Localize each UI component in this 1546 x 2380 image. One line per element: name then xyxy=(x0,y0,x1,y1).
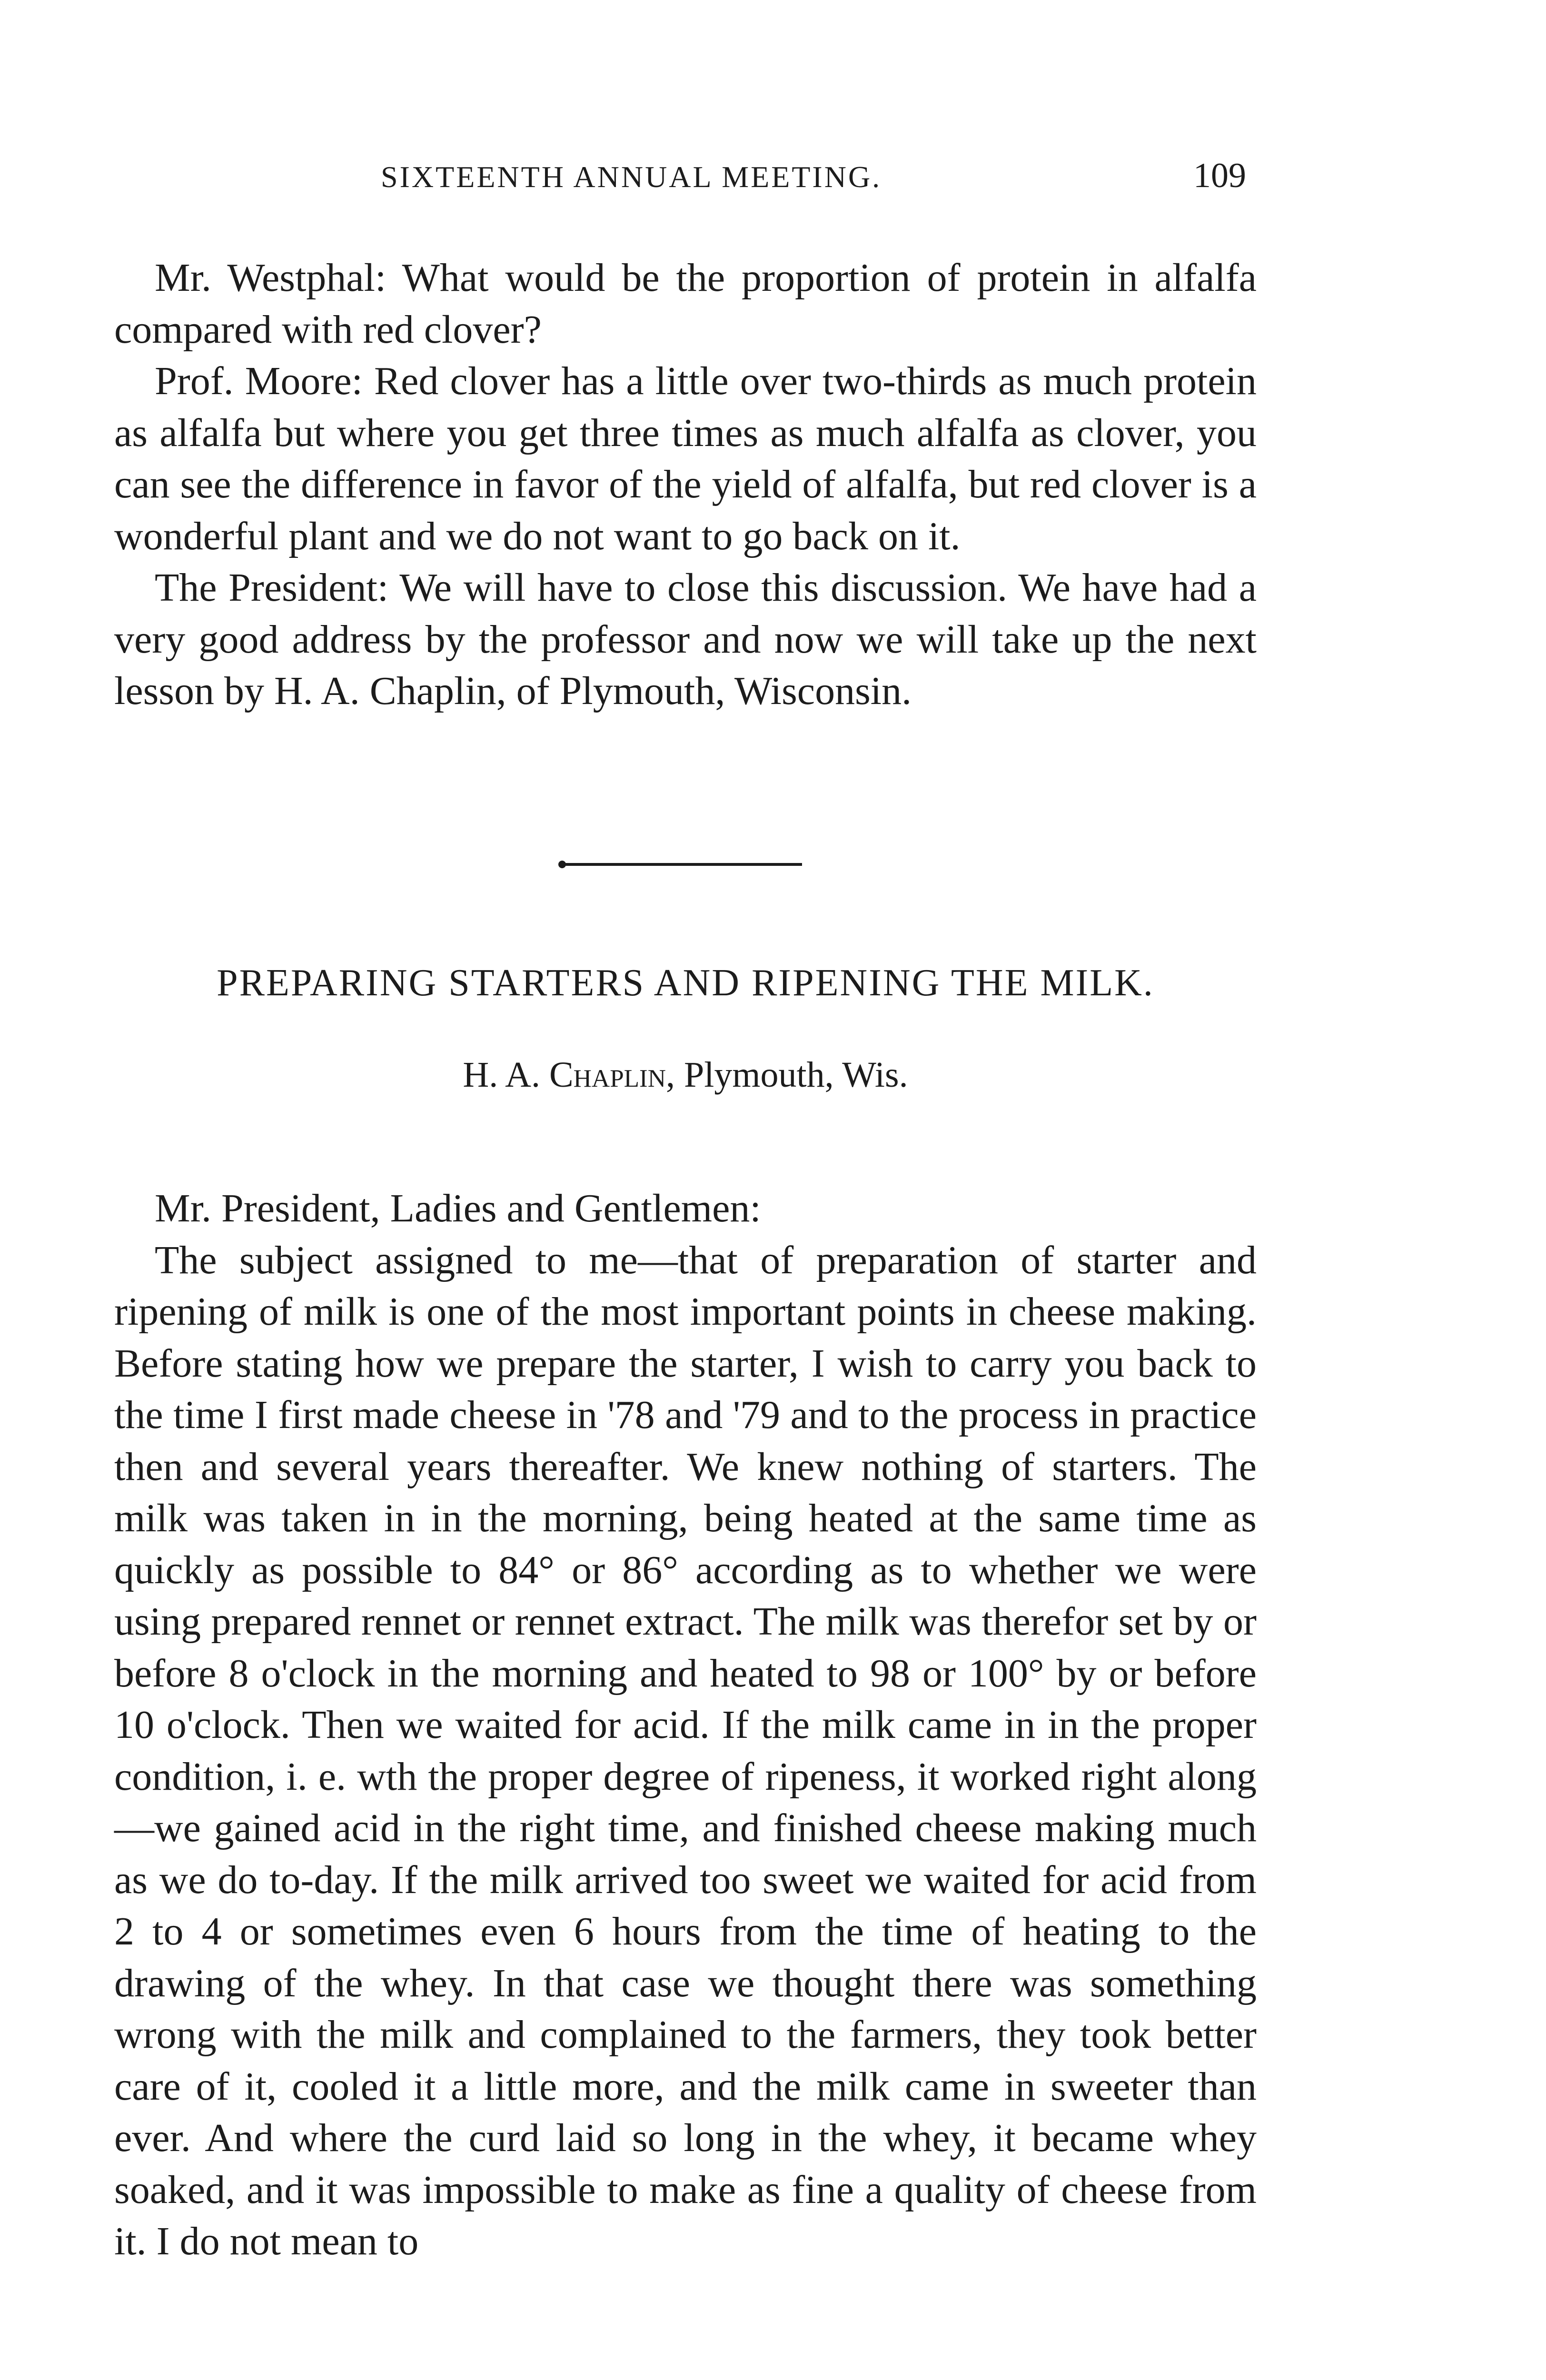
paragraph-westphal-question: Mr. Westphal: What would be the proportion of protein in alfalfa compared with red clover? xyxy=(114,256,1257,352)
article-body xyxy=(114,1183,1257,2268)
section-separator-rule xyxy=(564,863,802,866)
article-title: PREPARING STARTERS AND RIPENING THE MILK. xyxy=(217,962,1154,1004)
page-number: 109 xyxy=(1193,156,1246,195)
discussion-section xyxy=(114,252,1257,717)
running-title: SIXTEENTH ANNUAL MEETING. xyxy=(381,160,882,194)
paragraph-moore-answer: Prof. Moore: Red clover has a little over two-thirds as much protein as alfalfa but where you get three times as much alfalfa as clover, you can see the difference in favor of the yield of alfalfa, but red clover is a wonderful plant and we do not want to go back on it. xyxy=(114,359,1257,558)
body-paragraph: The subject assigned to me—that of preparation of starter and ripening of milk is one of the most important points in cheese making. Before stating how we prepare the starter, I wish to carry you back to the time I first made cheese in '78 and '79 and to the process in practice then and several years thereafter. We knew nothing of starters. The milk was taken in in the morning, being heated at the same time as quickly as possible to 84° or 86° according as to whether we were using prepared rennet or rennet extract. The milk was therefor set by or before 8 o'clock in the morning and heated to 98 or 100° by or before 10 o'clock. Then we waited for acid. If the milk came in in the proper condition, i. e. wth the proper degree of ripeness, it worked right along—we gained acid in the right time, and finished cheese making much as we do to-day. If the milk arrived too sweet we waited for acid from 2 to 4 or sometimes even 6 hours from the time of heating to the drawing of the whey. In that case we thought there was something wrong with the milk and complained to the farmers, they took better care of it, cooled it a little more, and the milk came in sweeter than ever. And where the curd laid so long in the whey, it became whey soaked, and it was impossible to make as fine a quality of cheese from it. I do not mean to xyxy=(114,1238,1257,2263)
paragraph-president-closing: The President: We will have to close this discussion. We have had a very good address by the professor and now we will take up the next lesson by H. A. Chaplin, of Plymouth, Wisconsin. xyxy=(114,565,1257,713)
article-byline xyxy=(114,1054,1257,1096)
salutation: Mr. President, Ladies and Gentlemen: xyxy=(155,1186,761,1230)
running-header xyxy=(114,156,1257,202)
byline-author: H. A. Chaplin, xyxy=(463,1055,675,1095)
byline-place: Plymouth, Wis. xyxy=(684,1055,908,1095)
